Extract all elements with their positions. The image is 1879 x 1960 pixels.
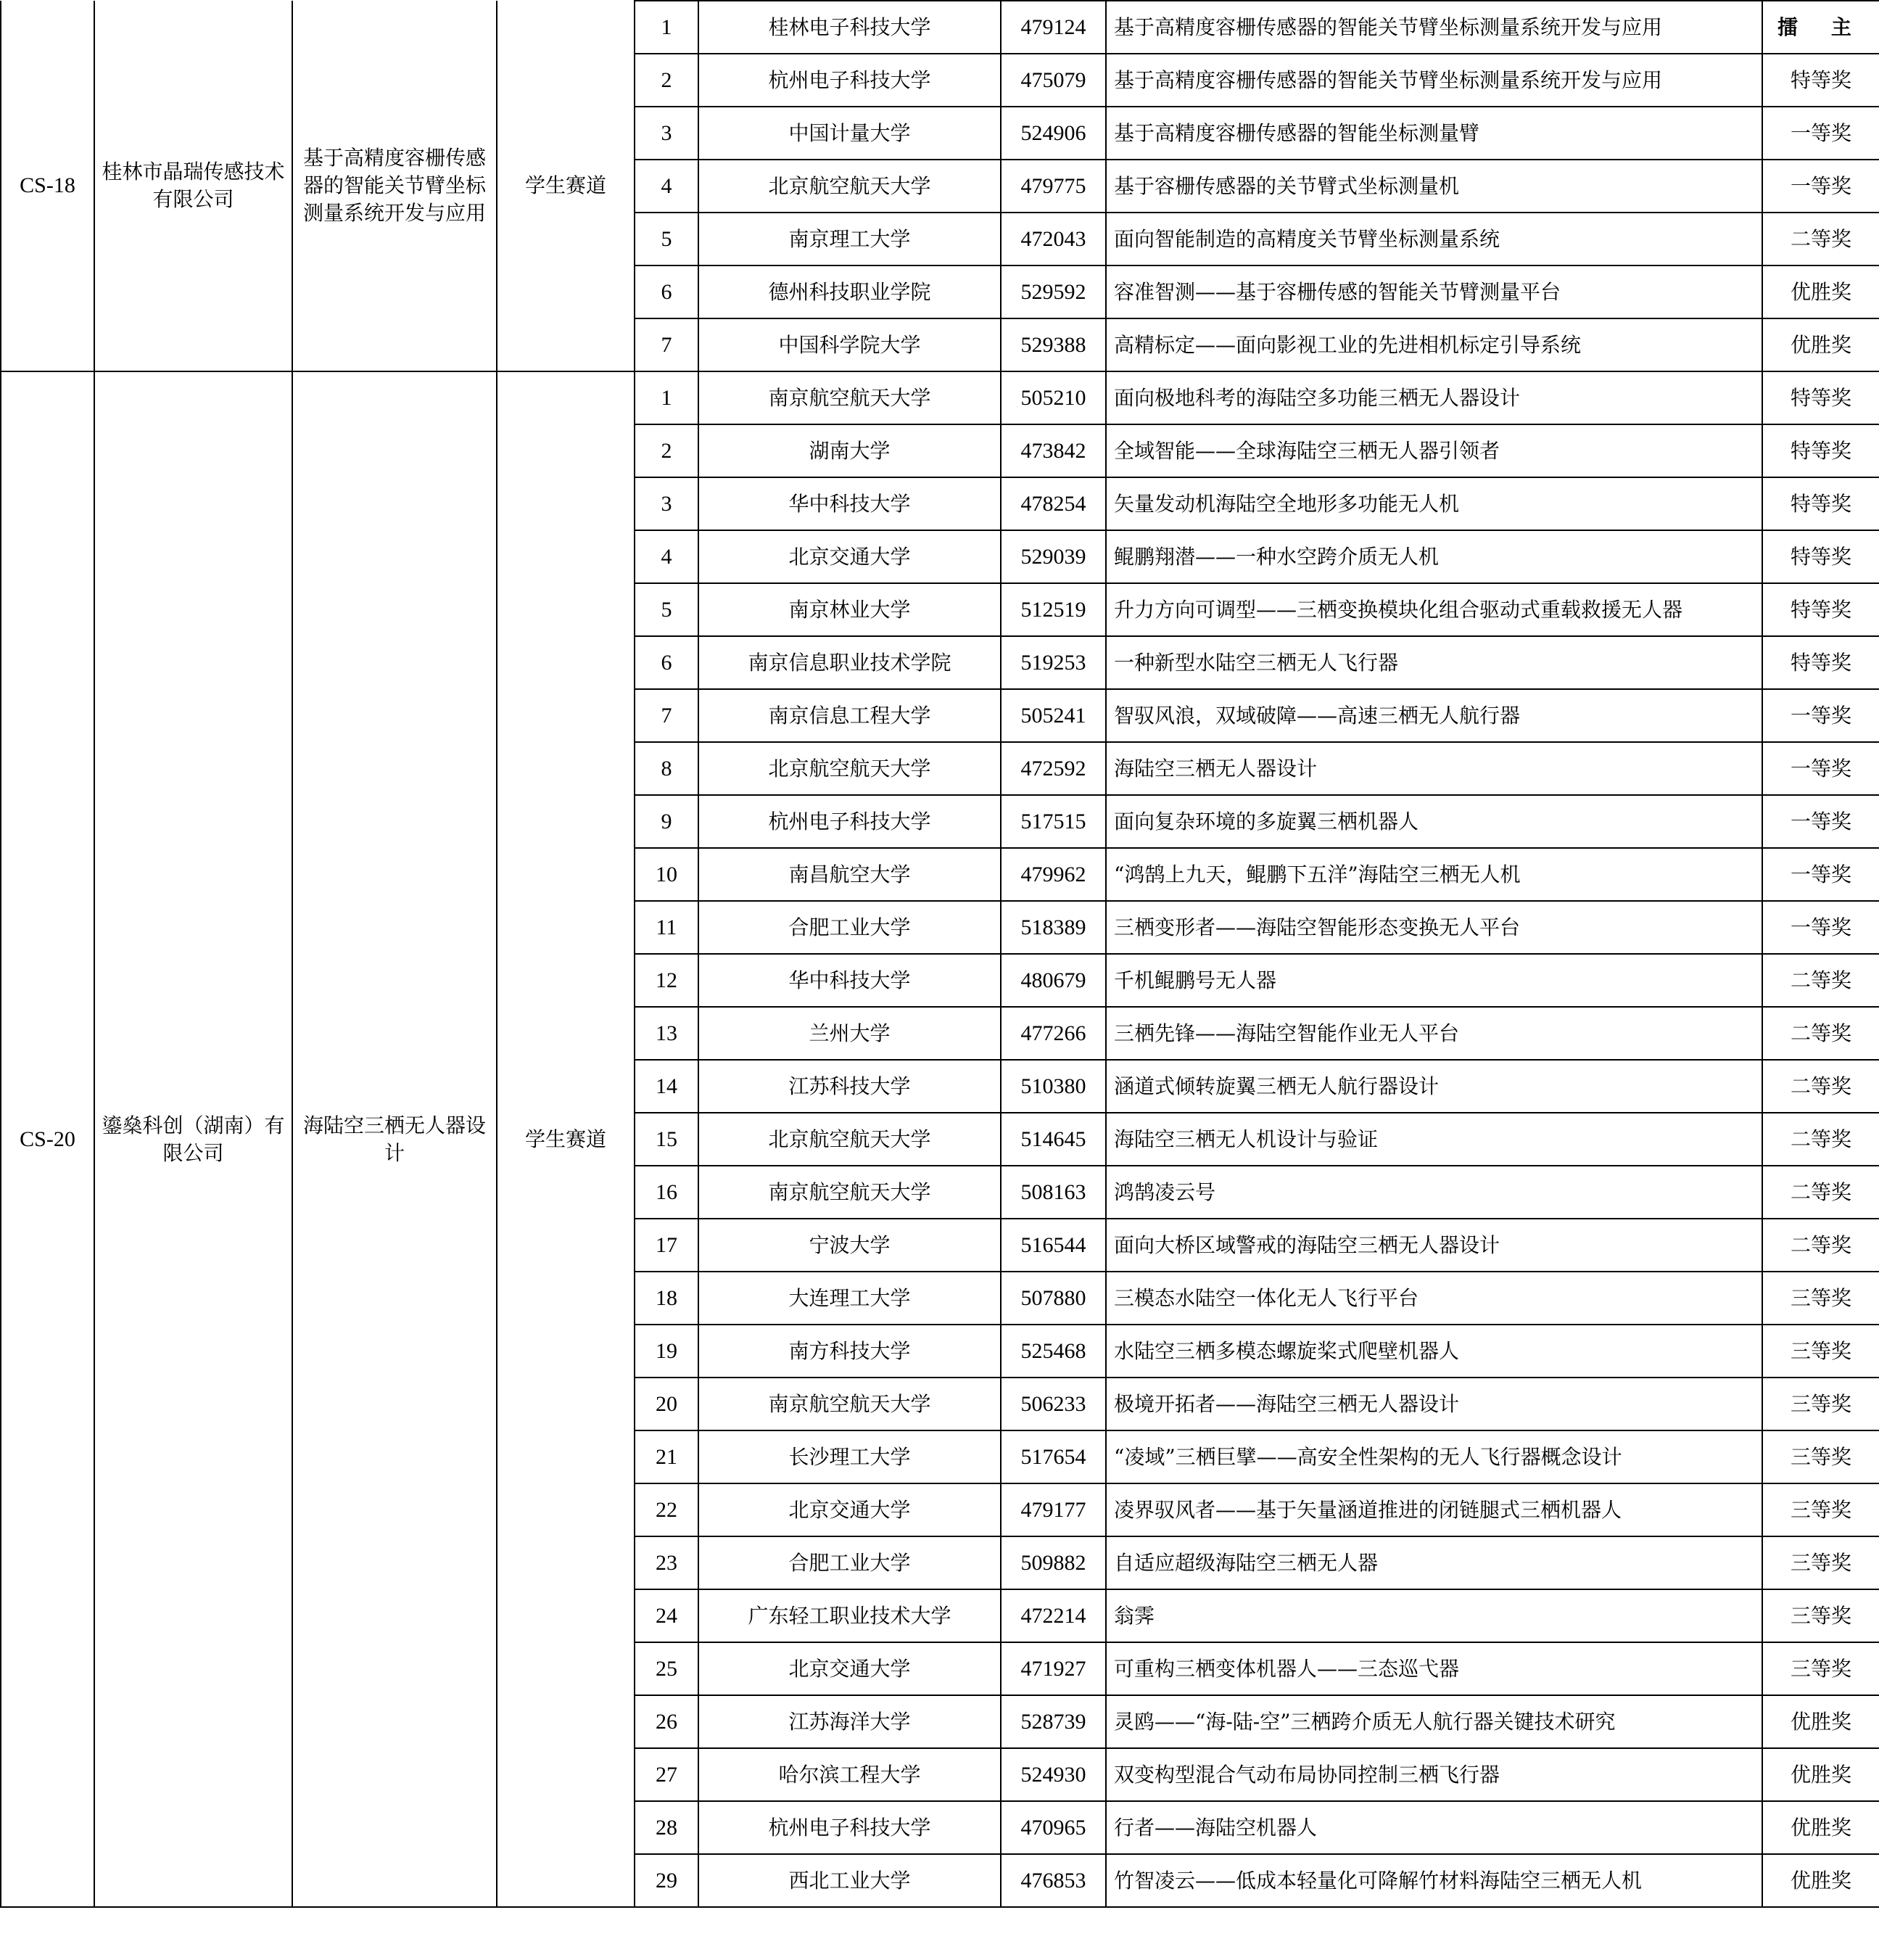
entry-number-cell: 7 bbox=[635, 318, 698, 371]
project-id-cell: 529592 bbox=[1001, 265, 1106, 318]
project-title-cell: 自适应超级海陆空三栖无人器 bbox=[1106, 1536, 1762, 1589]
project-title-cell: 竹智凌云——低成本轻量化可降解竹材料海陆空三栖无人机 bbox=[1106, 1854, 1762, 1907]
entry-number-cell: 1 bbox=[635, 371, 698, 424]
project-id-cell: 518389 bbox=[1001, 901, 1106, 954]
entry-number-cell: 27 bbox=[635, 1748, 698, 1801]
award-cell: 优胜奖 bbox=[1762, 265, 1879, 318]
project-id-cell: 471927 bbox=[1001, 1642, 1106, 1695]
school-cell: 大连理工大学 bbox=[698, 1272, 1001, 1325]
award-cell: 特等奖 bbox=[1762, 424, 1879, 477]
project-title-cell: 行者——海陆空机器人 bbox=[1106, 1801, 1762, 1854]
project-title-cell: 基于容栅传感器的关节臂式坐标测量机 bbox=[1106, 160, 1762, 213]
project-id-cell: 480679 bbox=[1001, 954, 1106, 1007]
entry-number-cell: 11 bbox=[635, 901, 698, 954]
project-id-cell: 470965 bbox=[1001, 1801, 1106, 1854]
project-id-cell: 472592 bbox=[1001, 742, 1106, 795]
table-row bbox=[1, 371, 1879, 424]
entry-number-cell: 15 bbox=[635, 1113, 698, 1166]
project-title-cell: “鸿鹄上九天，鲲鹏下五洋”海陆空三栖无人机 bbox=[1106, 848, 1762, 901]
project-title-cell: 双变构型混合气动布局协同控制三栖飞行器 bbox=[1106, 1748, 1762, 1801]
school-cell: 南昌航空大学 bbox=[698, 848, 1001, 901]
entry-number-cell: 12 bbox=[635, 954, 698, 1007]
school-cell: 合肥工业大学 bbox=[698, 901, 1001, 954]
project-id-cell: 479124 bbox=[1001, 1, 1106, 54]
entry-number-cell: 6 bbox=[635, 636, 698, 689]
school-cell: 北京航空航天大学 bbox=[698, 1113, 1001, 1166]
entry-number-cell: 19 bbox=[635, 1325, 698, 1378]
award-cell: 三等奖 bbox=[1762, 1589, 1879, 1642]
entry-number-cell: 24 bbox=[635, 1589, 698, 1642]
award-cell: 一等奖 bbox=[1762, 795, 1879, 848]
project-id-cell: 514645 bbox=[1001, 1113, 1106, 1166]
award-cell: 一等奖 bbox=[1762, 689, 1879, 742]
track-code-cell: CS-20 bbox=[1, 371, 94, 1907]
school-cell: 南京航空航天大学 bbox=[698, 1166, 1001, 1219]
award-cell: 一等奖 bbox=[1762, 107, 1879, 160]
project-id-cell: 507880 bbox=[1001, 1272, 1106, 1325]
project-title-cell: 一种新型水陆空三栖无人飞行器 bbox=[1106, 636, 1762, 689]
school-cell: 宁波大学 bbox=[698, 1219, 1001, 1272]
project-id-cell: 505241 bbox=[1001, 689, 1106, 742]
project-id-cell: 476853 bbox=[1001, 1854, 1106, 1907]
school-cell: 杭州电子科技大学 bbox=[698, 54, 1001, 107]
award-cell: 优胜奖 bbox=[1762, 1854, 1879, 1907]
project-title-cell: 智驭风浪，双域破障——高速三栖无人航行器 bbox=[1106, 689, 1762, 742]
project-id-cell: 516544 bbox=[1001, 1219, 1106, 1272]
school-cell: 江苏海洋大学 bbox=[698, 1695, 1001, 1748]
school-cell: 桂林电子科技大学 bbox=[698, 1, 1001, 54]
project-id-cell: 479775 bbox=[1001, 160, 1106, 213]
entry-number-cell: 4 bbox=[635, 160, 698, 213]
project-title-cell: 高精标定——面向影视工业的先进相机标定引导系统 bbox=[1106, 318, 1762, 371]
award-cell: 特等奖 bbox=[1762, 371, 1879, 424]
entry-number-cell: 1 bbox=[635, 1, 698, 54]
project-title-cell: 水陆空三栖多模态螺旋桨式爬壁机器人 bbox=[1106, 1325, 1762, 1378]
project-id-cell: 529388 bbox=[1001, 318, 1106, 371]
project-title-cell: 矢量发动机海陆空全地形多功能无人机 bbox=[1106, 477, 1762, 530]
award-cell: 三等奖 bbox=[1762, 1483, 1879, 1536]
entry-number-cell: 13 bbox=[635, 1007, 698, 1060]
entry-number-cell: 21 bbox=[635, 1430, 698, 1483]
project-id-cell: 472214 bbox=[1001, 1589, 1106, 1642]
award-cell: 三等奖 bbox=[1762, 1325, 1879, 1378]
project-title-cell: 面向复杂环境的多旋翼三栖机器人 bbox=[1106, 795, 1762, 848]
track-cell: 学生赛道 bbox=[497, 1, 635, 371]
company-cell: 桂林市晶瑞传感技术有限公司 bbox=[94, 1, 292, 371]
entry-number-cell: 26 bbox=[635, 1695, 698, 1748]
project-id-cell: 517654 bbox=[1001, 1430, 1106, 1483]
award-cell: 优胜奖 bbox=[1762, 1801, 1879, 1854]
project-title-cell: 极境开拓者——海陆空三栖无人器设计 bbox=[1106, 1378, 1762, 1430]
award-cell: 一等奖 bbox=[1762, 742, 1879, 795]
entry-number-cell: 17 bbox=[635, 1219, 698, 1272]
award-cell: 二等奖 bbox=[1762, 1060, 1879, 1113]
award-cell: 三等奖 bbox=[1762, 1642, 1879, 1695]
project-id-cell: 506233 bbox=[1001, 1378, 1106, 1430]
project-id-cell: 475079 bbox=[1001, 54, 1106, 107]
entry-number-cell: 14 bbox=[635, 1060, 698, 1113]
school-cell: 北京交通大学 bbox=[698, 1642, 1001, 1695]
award-cell: 特等奖 bbox=[1762, 583, 1879, 636]
entry-number-cell: 5 bbox=[635, 213, 698, 265]
award-cell: 擂 主 bbox=[1762, 1, 1879, 54]
project-id-cell: 519253 bbox=[1001, 636, 1106, 689]
project-id-cell: 528739 bbox=[1001, 1695, 1106, 1748]
school-cell: 南京航空航天大学 bbox=[698, 371, 1001, 424]
entry-number-cell: 9 bbox=[635, 795, 698, 848]
school-cell: 德州科技职业学院 bbox=[698, 265, 1001, 318]
project-title-cell: 升力方向可调型——三栖变换模块化组合驱动式重载救援无人器 bbox=[1106, 583, 1762, 636]
project-title-cell: 面向大桥区域警戒的海陆空三栖无人器设计 bbox=[1106, 1219, 1762, 1272]
project-title-cell: 三栖变形者——海陆空智能形态变换无人平台 bbox=[1106, 901, 1762, 954]
award-cell: 二等奖 bbox=[1762, 1219, 1879, 1272]
topic-cell: 基于高精度容栅传感器的智能关节臂坐标测量系统开发与应用 bbox=[292, 1, 497, 371]
project-title-cell: 全域智能——全球海陆空三栖无人器引领者 bbox=[1106, 424, 1762, 477]
entry-number-cell: 7 bbox=[635, 689, 698, 742]
school-cell: 华中科技大学 bbox=[698, 954, 1001, 1007]
project-title-cell: 海陆空三栖无人机设计与验证 bbox=[1106, 1113, 1762, 1166]
school-cell: 江苏科技大学 bbox=[698, 1060, 1001, 1113]
school-cell: 哈尔滨工程大学 bbox=[698, 1748, 1001, 1801]
award-cell: 三等奖 bbox=[1762, 1430, 1879, 1483]
school-cell: 南方科技大学 bbox=[698, 1325, 1001, 1378]
project-title-cell: 面向智能制造的高精度关节臂坐标测量系统 bbox=[1106, 213, 1762, 265]
award-cell: 特等奖 bbox=[1762, 54, 1879, 107]
school-cell: 南京理工大学 bbox=[698, 213, 1001, 265]
award-cell: 二等奖 bbox=[1762, 954, 1879, 1007]
entry-number-cell: 4 bbox=[635, 530, 698, 583]
school-cell: 北京交通大学 bbox=[698, 530, 1001, 583]
school-cell: 南京林业大学 bbox=[698, 583, 1001, 636]
company-cell: 鎏燊科创（湖南）有限公司 bbox=[94, 371, 292, 1907]
project-title-cell: “凌域”三栖巨擘——高安全性架构的无人飞行器概念设计 bbox=[1106, 1430, 1762, 1483]
award-cell: 二等奖 bbox=[1762, 1166, 1879, 1219]
entry-number-cell: 6 bbox=[635, 265, 698, 318]
entry-number-cell: 8 bbox=[635, 742, 698, 795]
award-cell: 优胜奖 bbox=[1762, 318, 1879, 371]
project-title-cell: 基于高精度容栅传感器的智能关节臂坐标测量系统开发与应用 bbox=[1106, 1, 1762, 54]
entry-number-cell: 18 bbox=[635, 1272, 698, 1325]
project-title-cell: 海陆空三栖无人器设计 bbox=[1106, 742, 1762, 795]
award-cell: 三等奖 bbox=[1762, 1378, 1879, 1430]
school-cell: 中国科学院大学 bbox=[698, 318, 1001, 371]
project-title-cell: 基于高精度容栅传感器的智能坐标测量臂 bbox=[1106, 107, 1762, 160]
project-title-cell: 面向极地科考的海陆空多功能三栖无人器设计 bbox=[1106, 371, 1762, 424]
track-code-cell: CS-18 bbox=[1, 1, 94, 371]
award-cell: 优胜奖 bbox=[1762, 1748, 1879, 1801]
entry-number-cell: 28 bbox=[635, 1801, 698, 1854]
school-cell: 西北工业大学 bbox=[698, 1854, 1001, 1907]
project-title-cell: 三模态水陆空一体化无人飞行平台 bbox=[1106, 1272, 1762, 1325]
project-title-cell: 翁霁 bbox=[1106, 1589, 1762, 1642]
entry-number-cell: 16 bbox=[635, 1166, 698, 1219]
table-body bbox=[1, 1, 1879, 1907]
project-title-cell: 涵道式倾转旋翼三栖无人航行器设计 bbox=[1106, 1060, 1762, 1113]
project-title-cell: 基于高精度容栅传感器的智能关节臂坐标测量系统开发与应用 bbox=[1106, 54, 1762, 107]
school-cell: 北京交通大学 bbox=[698, 1483, 1001, 1536]
school-cell: 华中科技大学 bbox=[698, 477, 1001, 530]
project-id-cell: 505210 bbox=[1001, 371, 1106, 424]
entry-number-cell: 10 bbox=[635, 848, 698, 901]
school-cell: 北京航空航天大学 bbox=[698, 742, 1001, 795]
award-cell: 三等奖 bbox=[1762, 1536, 1879, 1589]
project-title-cell: 凌界驭风者——基于矢量涵道推进的闭链腿式三栖机器人 bbox=[1106, 1483, 1762, 1536]
project-id-cell: 510380 bbox=[1001, 1060, 1106, 1113]
entry-number-cell: 2 bbox=[635, 424, 698, 477]
project-id-cell: 524906 bbox=[1001, 107, 1106, 160]
topic-cell: 海陆空三栖无人器设计 bbox=[292, 371, 497, 1907]
school-cell: 长沙理工大学 bbox=[698, 1430, 1001, 1483]
project-id-cell: 479177 bbox=[1001, 1483, 1106, 1536]
track-cell: 学生赛道 bbox=[497, 371, 635, 1907]
school-cell: 合肥工业大学 bbox=[698, 1536, 1001, 1589]
award-cell: 一等奖 bbox=[1762, 848, 1879, 901]
school-cell: 杭州电子科技大学 bbox=[698, 1801, 1001, 1854]
project-id-cell: 525468 bbox=[1001, 1325, 1106, 1378]
award-cell: 二等奖 bbox=[1762, 1007, 1879, 1060]
project-title-cell: 容准智测——基于容栅传感的智能关节臂测量平台 bbox=[1106, 265, 1762, 318]
entry-number-cell: 3 bbox=[635, 477, 698, 530]
project-id-cell: 478254 bbox=[1001, 477, 1106, 530]
award-cell: 一等奖 bbox=[1762, 901, 1879, 954]
project-title-cell: 灵鸥——“海-陆-空”三栖跨介质无人航行器关键技术研究 bbox=[1106, 1695, 1762, 1748]
entry-number-cell: 2 bbox=[635, 54, 698, 107]
project-id-cell: 509882 bbox=[1001, 1536, 1106, 1589]
project-id-cell: 524930 bbox=[1001, 1748, 1106, 1801]
award-cell: 特等奖 bbox=[1762, 530, 1879, 583]
project-title-cell: 鸿鹄凌云号 bbox=[1106, 1166, 1762, 1219]
school-cell: 广东轻工职业技术大学 bbox=[698, 1589, 1001, 1642]
school-cell: 南京信息工程大学 bbox=[698, 689, 1001, 742]
award-cell: 二等奖 bbox=[1762, 213, 1879, 265]
entry-number-cell: 20 bbox=[635, 1378, 698, 1430]
project-id-cell: 508163 bbox=[1001, 1166, 1106, 1219]
school-cell: 北京航空航天大学 bbox=[698, 160, 1001, 213]
award-cell: 特等奖 bbox=[1762, 636, 1879, 689]
school-cell: 湖南大学 bbox=[698, 424, 1001, 477]
school-cell: 南京航空航天大学 bbox=[698, 1378, 1001, 1430]
project-id-cell: 477266 bbox=[1001, 1007, 1106, 1060]
school-cell: 南京信息职业技术学院 bbox=[698, 636, 1001, 689]
award-cell: 一等奖 bbox=[1762, 160, 1879, 213]
entry-number-cell: 23 bbox=[635, 1536, 698, 1589]
entry-number-cell: 22 bbox=[635, 1483, 698, 1536]
school-cell: 兰州大学 bbox=[698, 1007, 1001, 1060]
award-cell: 二等奖 bbox=[1762, 1113, 1879, 1166]
project-title-cell: 千机鲲鹏号无人器 bbox=[1106, 954, 1762, 1007]
table-row bbox=[1, 1, 1879, 54]
award-cell: 三等奖 bbox=[1762, 1272, 1879, 1325]
entry-number-cell: 29 bbox=[635, 1854, 698, 1907]
entry-number-cell: 3 bbox=[635, 107, 698, 160]
entry-number-cell: 5 bbox=[635, 583, 698, 636]
project-id-cell: 472043 bbox=[1001, 213, 1106, 265]
project-id-cell: 473842 bbox=[1001, 424, 1106, 477]
project-id-cell: 529039 bbox=[1001, 530, 1106, 583]
school-cell: 杭州电子科技大学 bbox=[698, 795, 1001, 848]
project-id-cell: 479962 bbox=[1001, 848, 1106, 901]
project-title-cell: 可重构三栖变体机器人——三态巡弋器 bbox=[1106, 1642, 1762, 1695]
award-cell: 优胜奖 bbox=[1762, 1695, 1879, 1748]
project-title-cell: 鲲鹏翔潜——一种水空跨介质无人机 bbox=[1106, 530, 1762, 583]
school-cell: 中国计量大学 bbox=[698, 107, 1001, 160]
entry-number-cell: 25 bbox=[635, 1642, 698, 1695]
award-cell: 特等奖 bbox=[1762, 477, 1879, 530]
project-id-cell: 512519 bbox=[1001, 583, 1106, 636]
project-id-cell: 517515 bbox=[1001, 795, 1106, 848]
project-title-cell: 三栖先锋——海陆空智能作业无人平台 bbox=[1106, 1007, 1762, 1060]
